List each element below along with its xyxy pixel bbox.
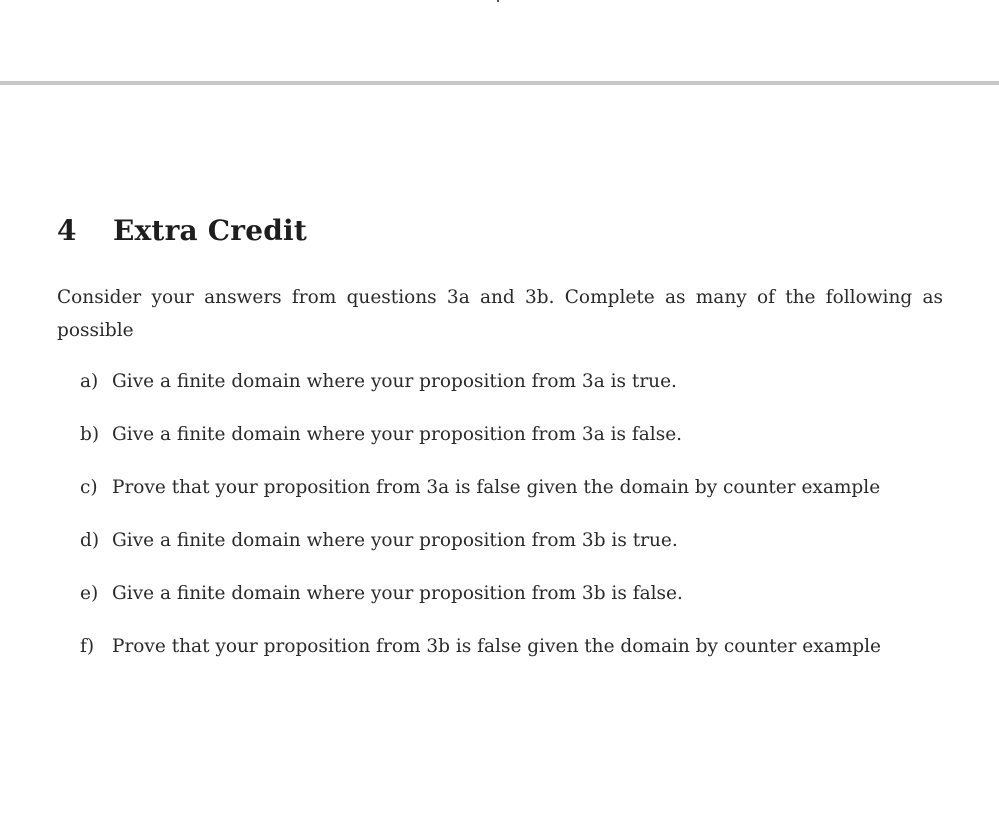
task-text: Prove that your proposition from 3a is false given the domain by counter example [112,477,881,498]
task-item-c [80,471,881,524]
task-item-b [80,418,881,471]
task-marker: f) [80,636,95,657]
task-marker: c) [80,477,98,498]
task-text: Give a finite domain where your proposition from 3a is true. [112,371,677,392]
task-item-a [80,365,881,418]
section-heading [57,214,307,247]
task-item-e [80,577,881,630]
task-item-d [80,524,881,577]
intro-paragraph [57,281,943,347]
task-marker: b) [80,424,100,445]
task-marker: a) [80,371,99,392]
task-marker: e) [80,583,99,604]
section-number: 4 [57,214,77,247]
task-text: Give a finite domain where your proposition from 3b is true. [112,530,678,551]
section-title: Extra Credit [113,214,308,247]
task-text: Give a finite domain where your proposition from 3b is false. [112,583,683,604]
task-item-f [80,630,881,683]
previous-page-mark [497,0,499,2]
task-text: Prove that your proposition from 3b is false given the domain by counter example [112,636,881,657]
intro-line-1: Consider your answers from questions 3a and 3b. Complete as many of the following as [57,287,943,308]
task-text: Give a finite domain where your proposition from 3a is false. [112,424,683,445]
page-separator [0,81,999,85]
task-list [80,365,881,683]
task-marker: d) [80,530,100,551]
intro-line-2: possible [57,320,134,341]
